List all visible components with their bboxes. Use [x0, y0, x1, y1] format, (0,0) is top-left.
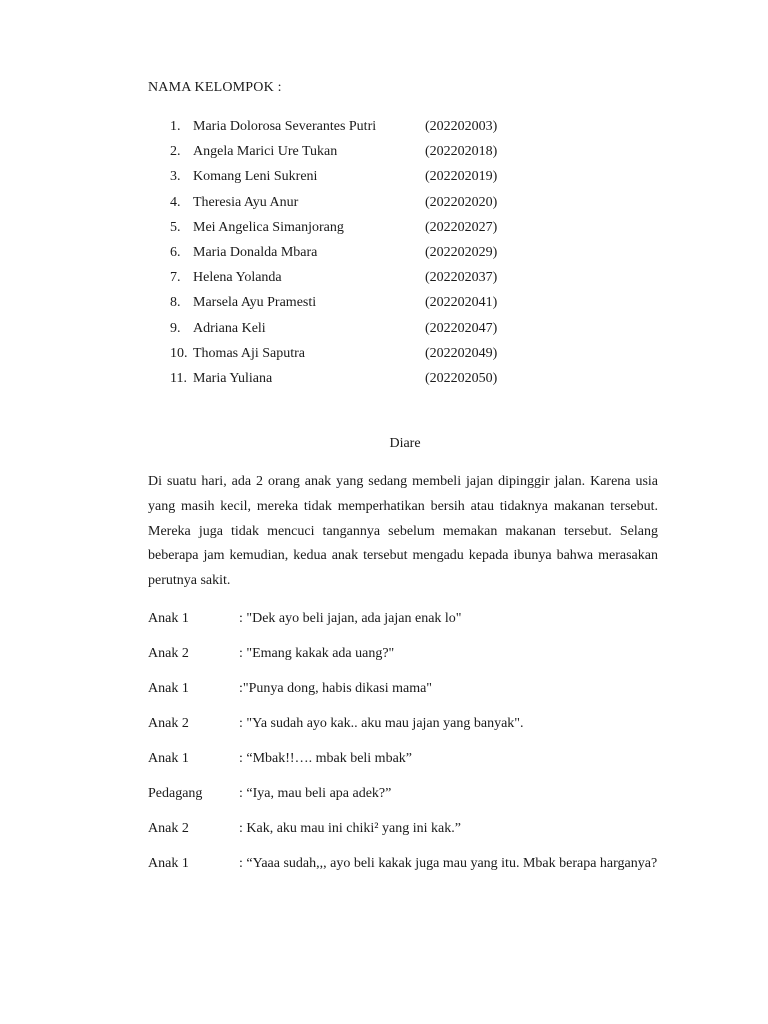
member-item: [170, 240, 497, 265]
member-name: Helena Yolanda: [193, 270, 282, 286]
member-id: (202202029): [425, 244, 498, 260]
member-number: 4.: [170, 194, 181, 210]
dialog-line: [148, 606, 668, 631]
speech-text: : "Dek ayo beli jajan, ada jajan enak lo": [239, 611, 462, 626]
dialog-line: [148, 711, 668, 736]
member-name: Marsela Ayu Pramesti: [193, 295, 317, 311]
member-number: 10.: [170, 345, 188, 361]
speech-text: : “Yaaa sudah,,, ayo beli kakak juga mau yang itu. Mbak berapa harganya?: [239, 856, 658, 871]
member-name: Maria Yuliana: [193, 370, 273, 386]
dialog-line: [148, 851, 668, 876]
member-item: [170, 290, 497, 315]
member-number: 1.: [170, 119, 181, 134]
member-id: (202202020): [425, 194, 498, 210]
speaker-label: Anak 1: [148, 751, 189, 766]
member-name: Theresia Ayu Anur: [193, 194, 299, 210]
member-item: [170, 316, 497, 341]
member-item: [170, 215, 497, 240]
member-id: (202202003): [425, 119, 498, 134]
member-number: 11.: [170, 370, 187, 386]
member-item: [170, 190, 497, 215]
member-name: Maria Donalda Mbara: [193, 244, 318, 260]
dialog-line: [148, 781, 668, 806]
group-heading: NAMA KELOMPOK :: [148, 80, 282, 95]
speech-text: : “Mbak!!…. mbak beli mbak”: [239, 751, 413, 766]
member-name: Adriana Keli: [193, 320, 266, 336]
member-item: [170, 114, 497, 139]
speech-text: :"Punya dong, habis dikasi mama": [239, 681, 433, 696]
speaker-label: Pedagang: [148, 786, 203, 801]
speaker-label: Anak 2: [148, 821, 189, 836]
speaker-label: Anak 1: [148, 856, 189, 871]
member-id: (202202049): [425, 345, 498, 361]
member-id: (202202018): [425, 144, 498, 160]
speaker-label: Anak 2: [148, 716, 189, 731]
member-number: 3.: [170, 169, 181, 185]
member-name: Komang Leni Sukreni: [193, 169, 318, 185]
member-item: [170, 164, 497, 189]
member-name: Thomas Aji Saputra: [193, 345, 305, 361]
member-name: Mei Angelica Simanjorang: [193, 219, 344, 235]
speaker-label: Anak 2: [148, 646, 189, 661]
member-list: [170, 114, 497, 391]
member-number: 7.: [170, 270, 181, 286]
dialog-line: [148, 746, 668, 771]
member-id: (202202037): [425, 270, 498, 286]
member-number: 9.: [170, 320, 181, 336]
dialog-line: [148, 816, 668, 841]
member-number: 8.: [170, 295, 181, 311]
member-id: (202202027): [425, 219, 498, 235]
member-name: Maria Dolorosa Severantes Putri: [193, 119, 377, 134]
intro-paragraph: Di suatu hari, ada 2 orang anak yang sedang membeli jajan dipinggir jalan. Karena usia yang masih kecil, mereka tidak memperhatikan bersih atau tidaknya makanan tersebut. Mereka juga tidak mencuci tangannya sebelum memakan makanan tersebut. Selang beberapa jam kemudian, kedua anak tersebut mengadu kepada ibunya bahwa merasakan perutnya sakit.: [148, 474, 658, 589]
member-number: 6.: [170, 244, 181, 260]
speaker-label: Anak 1: [148, 681, 189, 696]
dialog-section: [148, 606, 668, 886]
speech-text: : "Ya sudah ayo kak.. aku mau jajan yang banyak".: [239, 716, 524, 731]
dialog-line: [148, 676, 668, 701]
member-number: 5.: [170, 219, 181, 235]
member-item: [170, 265, 497, 290]
member-item: [170, 139, 497, 164]
speaker-label: Anak 1: [148, 611, 189, 626]
speech-text: : “Iya, mau beli apa adek?”: [239, 786, 392, 801]
story-title: Diare: [389, 436, 421, 451]
member-id: (202202047): [425, 320, 498, 336]
member-id: (202202050): [425, 370, 498, 386]
member-item: [170, 341, 497, 366]
member-number: 2.: [170, 144, 181, 160]
member-id: (202202041): [425, 295, 498, 311]
member-id: (202202019): [425, 169, 498, 185]
member-item: [170, 366, 497, 391]
speech-text: : Kak, aku mau ini chiki² yang ini kak.”: [239, 821, 461, 836]
member-name: Angela Marici Ure Tukan: [193, 144, 338, 160]
dialog-line: [148, 641, 668, 666]
speech-text: : "Emang kakak ada uang?": [239, 646, 395, 661]
